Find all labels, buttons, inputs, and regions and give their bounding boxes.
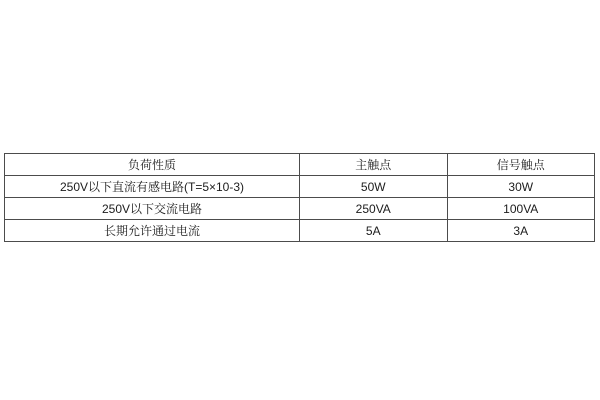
cell-main-contact: 5A [300, 220, 448, 242]
table-row [5, 176, 595, 198]
table-row [5, 198, 595, 220]
cell-signal-contact: 100VA [447, 198, 595, 220]
header-cell-load-type: 负荷性质 [5, 154, 300, 176]
header-cell-signal-contact: 信号触点 [447, 154, 595, 176]
cell-main-contact: 50W [300, 176, 448, 198]
header-cell-main-contact: 主触点 [300, 154, 448, 176]
table-row [5, 220, 595, 242]
cell-load-type: 250V以下交流电路 [5, 198, 300, 220]
contact-load-spec-table [4, 153, 595, 242]
table-header-row [5, 154, 595, 176]
cell-main-contact: 250VA [300, 198, 448, 220]
cell-load-type: 长期允许通过电流 [5, 220, 300, 242]
cell-signal-contact: 30W [447, 176, 595, 198]
cell-signal-contact: 3A [447, 220, 595, 242]
cell-load-type: 250V以下直流有感电路(T=5×10-3) [5, 176, 300, 198]
